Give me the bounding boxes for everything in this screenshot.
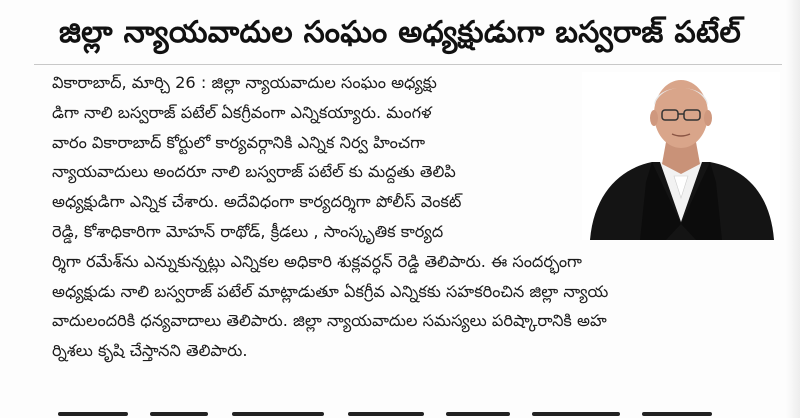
article-line-8: అధ్యక్షుడు నాలి బస్వరాజ్ పటేల్ మాట్లాడుతూ ఏకగ్రీవ ఎన్నికకు సహకరించిన జిల్లా న్యాయ [52, 281, 609, 301]
article-line-5: అధ్యక్షుడిగా ఎన్నిక చేశారు. అదేవిధంగా కార్యదర్శిగా పోలీస్ వెంకట్ [52, 192, 462, 212]
article-line-4: న్యాయవాదులు అందరూ నాలి బస్వరాజ్ పటేల్ కు మద్దతు తెలిపి [52, 162, 456, 182]
next-article-edge [0, 405, 800, 418]
article-line-2: డిగా నాలి బస్వరాజ్ పటేల్ ఏకగ్రీవంగా ఎన్నికయ్యారు. మంగళ [52, 102, 432, 122]
article-line-6: రెడ్డి, కోశాధికారిగా మోహన్ రాథోడ్, క్రీడలు , సాంస్కృతిక కార్యద [52, 221, 444, 241]
article-line-9: వాదులందరికి ధన్యవాదాలు తెలిపారు. జిల్లా న్యాయవాదుల సమస్యలు పరిష్కారానికి అహ [52, 311, 607, 331]
headline-divider [34, 64, 782, 65]
page-edge-shadow [786, 0, 800, 418]
article-line-7: ర్శిగా రమేశ్‌ను ఎన్నుకున్నట్లు ఎన్నికల అధికారి శుక్లవర్ధన్ రెడ్డి తెలిపారు. ఈ సందర్భంగా [52, 251, 582, 271]
article-body [52, 68, 780, 366]
article-line-10: ర్నిశలు కృషి చేస్తానని తెలిపారు. [52, 341, 248, 361]
article-line-1: వికారాబాద్, మార్చి 26 : జిల్లా న్యాయవాదుల సంఘం అధ్యక్షు [52, 73, 437, 92]
article-line-3: వారం వికారాబాద్ కోర్టులో కార్యవర్గానికి ఎన్నిక నిర్వ హించగా [52, 132, 426, 152]
article-headline: జిల్లా న్యాయవాదుల సంఘం అధ్యక్షుడుగా బస్వరాజ్ పటేల్ [58, 15, 742, 50]
